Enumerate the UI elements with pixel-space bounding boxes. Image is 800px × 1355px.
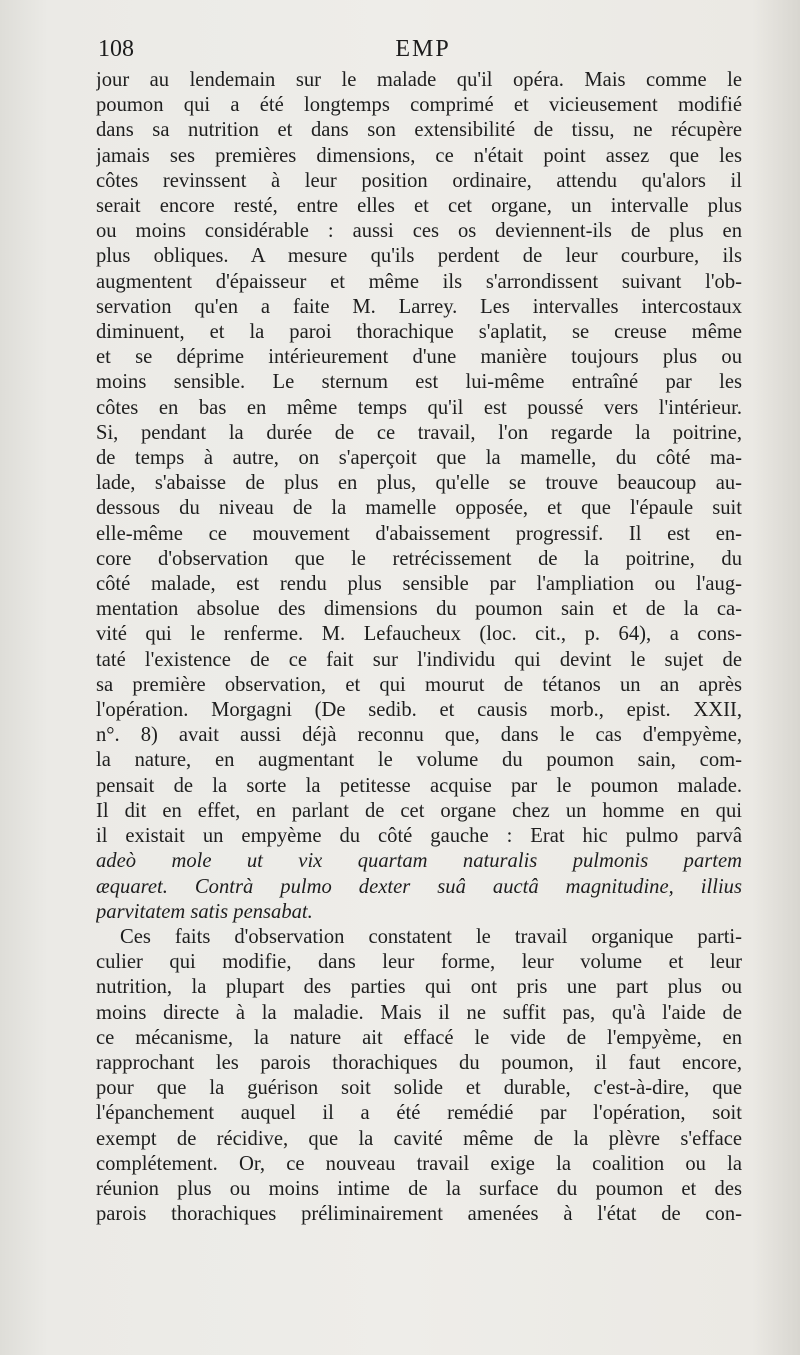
text-line: n°. 8) avait aussi déjà reconnu que, dans le cas d'empyème, <box>96 724 742 747</box>
text-line: diminuent, et la paroi thorachique s'aplatit, se creuse même <box>96 321 742 344</box>
text-line: l'opération. Morgagni (De sedib. et causis morb., epist. XXII, <box>96 699 742 722</box>
latin-quote-line: parvitatem satis pensabat. <box>96 900 313 923</box>
text-line: Il dit en effet, en parlant de cet organe chez un homme en qui <box>96 799 742 822</box>
text-line: côtes revinssent à leur position ordinaire, attendu qu'alors il <box>96 169 742 192</box>
text-line: dessous du niveau de la mamelle opposée, et que l'épaule suit <box>96 497 742 520</box>
text-line: vité qui le renferme. M. Lefaucheux (loc. cit., p. 64), a cons- <box>96 623 742 646</box>
text-line: mentation absolue des dimensions du poumon sain et de la ca- <box>96 598 742 621</box>
page-header <box>98 36 748 66</box>
text-line: il existait un empyème du côté gauche : Erat hic pulmo parvâ <box>96 825 742 848</box>
text-line: jamais ses premières dimensions, ce n'était point assez que les <box>96 144 742 167</box>
text-line: rapprochant les parois thorachiques du poumon, il faut encore, <box>96 1051 742 1074</box>
text-line: pour que la guérison soit solide et durable, c'est-à-dire, que <box>96 1077 742 1100</box>
text-line: sa première observation, et qui mourut de tétanos un an après <box>96 673 742 696</box>
text-line: lade, s'abaisse de plus en plus, qu'elle se trouve beaucoup au- <box>96 472 742 495</box>
text-line: servation qu'en a faite M. Larrey. Les intervalles intercostaux <box>96 295 742 318</box>
text-line: parois thorachiques préliminairement amenées à l'état de con- <box>96 1203 742 1226</box>
latin-quote-line: adeò mole ut vix quartam naturalis pulmonis partem <box>96 850 742 873</box>
text-line: l'épanchement auquel il a été remédié par l'opération, soit <box>96 1102 742 1125</box>
text-line: serait encore resté, entre elles et cet organe, un intervalle plus <box>96 195 742 218</box>
text-line: poumon qui a été longtemps comprimé et vicieusement modifié <box>96 94 742 117</box>
text-line: Ces faits d'observation constatent le travail organique parti- <box>120 925 742 948</box>
text-line: dans sa nutrition et dans son extensibilité de tissu, ne récupère <box>96 119 742 142</box>
paragraph-2 <box>96 925 742 1227</box>
text-line: nutrition, la plupart des parties qui ont pris une part plus ou <box>96 976 742 999</box>
latin-quote-line: æquaret. Contrà pulmo dexter suâ auctâ magnitudine, illius <box>96 875 742 898</box>
text-line: côté malade, est rendu plus sensible par l'ampliation ou l'aug- <box>96 573 742 596</box>
text-line: de temps à autre, on s'aperçoit que la mamelle, du côté ma- <box>96 447 742 470</box>
text-line: exempt de récidive, que la cavité même de la plèvre s'efface <box>96 1127 742 1150</box>
text-line: ou moins considérable : aussi ces os deviennent-ils de plus en <box>96 220 742 243</box>
text-line: culier qui modifie, dans leur forme, leur volume et leur <box>96 951 742 974</box>
paragraph-1 <box>96 68 742 925</box>
text-line: ce mécanisme, la nature ait effacé le vide de l'empyème, en <box>96 1026 742 1049</box>
text-line: jour au lendemain sur le malade qu'il opéra. Mais comme le <box>96 69 742 91</box>
text-line: elle-même ce mouvement d'abaissement progressif. Il est en- <box>96 522 742 545</box>
body-text <box>96 68 742 1227</box>
text-line: pensait de la sorte la petitesse acquise par le poumon malade. <box>96 774 742 797</box>
text-line: réunion plus ou moins intime de la surface du poumon et des <box>96 1177 742 1200</box>
page-number: 108 <box>98 36 134 62</box>
text-line: taté l'existence de ce fait sur l'individu qui devint le sujet de <box>96 648 742 671</box>
text-line: complétement. Or, ce nouveau travail exige la coalition ou la <box>96 1152 742 1175</box>
text-line: plus obliques. A mesure qu'ils perdent de leur courbure, ils <box>96 245 742 268</box>
text-line: augmentent d'épaisseur et même ils s'arrondissent suivant l'ob- <box>96 270 742 293</box>
text-line: moins directe à la maladie. Mais il ne suffit pas, qu'à l'aide de <box>96 1001 742 1024</box>
running-head: EMP <box>395 36 451 62</box>
text-line: core d'observation que le retrécissement de la poitrine, du <box>96 547 742 570</box>
text-line: moins sensible. Le sternum est lui-même entraîné par les <box>96 371 742 394</box>
text-line: la nature, en augmentant le volume du poumon sain, com- <box>96 749 742 772</box>
text-line: côtes en bas en même temps qu'il est poussé vers l'intérieur. <box>96 396 742 419</box>
text-line: Si, pendant la durée de ce travail, l'on regarde la poitrine, <box>96 421 742 444</box>
text-line: et se déprime intérieurement d'une manière toujours plus ou <box>96 346 742 369</box>
